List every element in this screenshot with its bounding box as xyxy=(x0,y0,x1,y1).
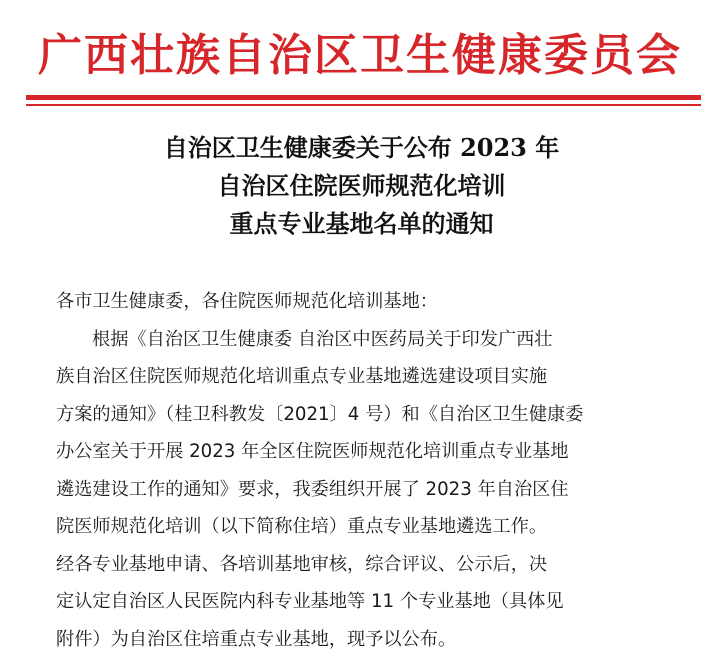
letterhead-org-name: 广西壮族自治区卫生健康委员会 xyxy=(38,30,682,81)
document-title-line-2: 自治区住院医师规范化培训 xyxy=(217,171,506,200)
body-line-5: 遴选建设工作的通知》要求，我委组织开展了 2023 年自治区住 xyxy=(56,478,569,500)
body-line-2: 族自治区住院医师规范化培训重点专业基地遴选建设项目实施 xyxy=(56,366,548,387)
salutation: 各市卫生健康委，各住院医师规范化培训基地： xyxy=(56,291,438,312)
body-line-6: 院医师规范化培训（以下简称住培）重点专业基地遴选工作。 xyxy=(56,516,548,537)
document-title xyxy=(0,129,723,243)
body-line-1: 根据《自治区卫生健康委 自治区中医药局关于印发广西壮 xyxy=(92,328,553,350)
document-title-line-1: 自治区卫生健康委关于公布 2023 年 xyxy=(163,133,560,162)
body-line-3: 方案的通知》（桂卫科教发〔2021〕4 号）和《自治区卫生健康委 xyxy=(56,403,584,425)
body-line-4: 办公室关于开展 2023 年全区住院医师规范化培训重点专业基地 xyxy=(56,441,569,462)
body-line-8: 定认定自治区人民医院内科专业基地等 11 个专业基地（具体见 xyxy=(56,591,564,612)
body-line-7: 经各专业基地申请、各培训基地审核，综合评议、公示后，决 xyxy=(56,553,548,575)
document-title-line-3: 重点专业基地名单的通知 xyxy=(229,209,494,238)
letterhead-divider-thin xyxy=(26,104,701,106)
document-body xyxy=(56,283,656,658)
body-line-9: 附件）为自治区住培重点专业基地，现予以公布。 xyxy=(56,628,457,650)
letterhead-divider-thick xyxy=(26,95,701,100)
